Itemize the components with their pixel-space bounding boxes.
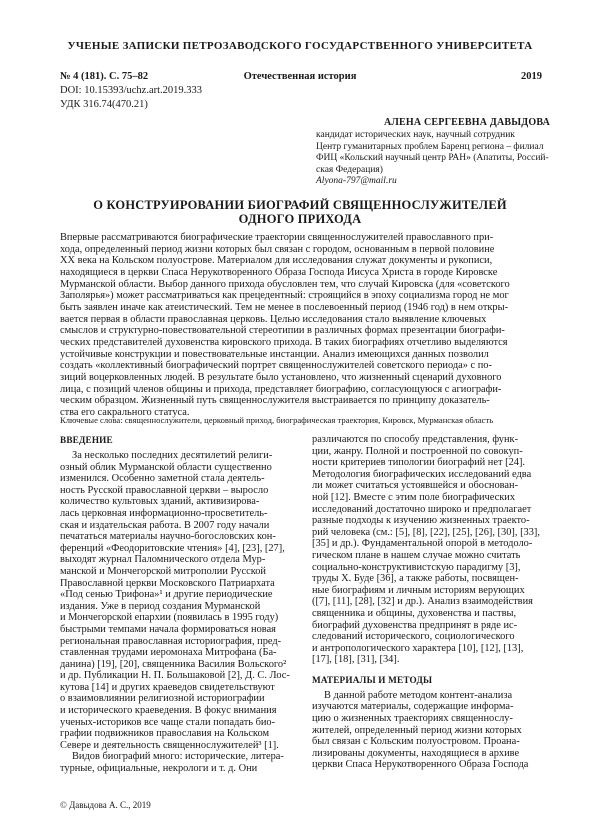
section-name: Отечественная история	[243, 71, 357, 82]
journal-title: УЧЕНЫЕ ЗАПИСКИ ПЕТРОЗАВОДСКОГО ГОСУДАРСТВЕННОГО УНИВЕРСИТЕТА	[67, 40, 533, 52]
article-title	[0, 198, 600, 226]
body-line: социально-конструктивистскую парадигму [3],	[312, 561, 521, 573]
body-line: Православной церкви Московского Патриархата	[60, 577, 275, 589]
body-line: [35] и др.). Фундаментальной опорой в методоло-	[312, 538, 533, 550]
affiliation-line: ФИЦ «Кольский научный центр РАН» (Апатиты, Россий-	[316, 153, 549, 164]
body-line: рий человека (см.: [5], [8], [22], [25], [26], [30], [33],	[312, 526, 540, 538]
body-line: Севере и деятельность священнослужителей³ [1].	[60, 739, 279, 751]
body-line: графии подвижников православия на Кольском	[60, 728, 270, 740]
body-line: и Мончегорской епархии (появилась в 1995 году)	[60, 612, 279, 624]
body-line: следований исторического, социологического	[312, 631, 515, 643]
body-line: издания. Уже в период создания Мурманской	[60, 600, 261, 612]
body-line: ные биографиям и личным историям верующих	[312, 584, 525, 596]
author-affiliation	[316, 130, 550, 188]
body-line: данина) [19], [20], священника Василия Вольского²	[60, 658, 287, 670]
body-line: Видов биографий много: исторические, литера-	[72, 751, 284, 763]
body-line: изучаются материалы, содержащие информа-	[312, 701, 514, 713]
abstract-line: ства его сакрального статуса.	[60, 406, 190, 418]
body-line: ученых-историков все чаще стали попадать био-	[60, 716, 276, 728]
abstract-line: лица, с позиций членов общины и прихода, представляет биографию, согласующуюся с агиографи-	[60, 383, 502, 395]
column-left	[60, 434, 296, 775]
abstract-line: Заполярья») может рассматриваться как прецедентный: строящийся в эпоху социализма город не мог	[60, 290, 509, 302]
abstract-line: создать «коллективный биографический портрет священнослужителей советского периода» с по-	[60, 360, 492, 372]
body-line: [17], [18], [31], [34].	[312, 654, 400, 666]
body-line: разные подходы к изучению жизненных траекто-	[312, 515, 530, 527]
year: 2019	[521, 71, 542, 82]
issue-info: № 4 (181). С. 75–82	[60, 71, 149, 82]
affiliation-line: Центр гуманитарных проблем Баренц региона – филиал	[316, 141, 544, 152]
title-line: ОДНОГО ПРИХОДА	[238, 212, 362, 226]
body-line: цию о жизненных траекториях священнослу-	[312, 713, 513, 725]
copyright: © Давыдова А. С., 2019	[60, 800, 151, 810]
body-line: ская и издательская работа. В 2007 году начали	[60, 519, 270, 531]
abstract-line: находящиеся в церкви Спаса Нерукотворенного Образа Господа Иисуса Христа в городе Кировске	[60, 266, 498, 278]
body-line: озный облик Мурманской области существенно	[60, 461, 272, 473]
udk-code: УДК 316.74(470.21)	[60, 99, 148, 110]
body-line: лась церковная информационно-просветитель-	[60, 507, 268, 519]
affiliation-line: кандидат исторических наук, научный сотрудник	[316, 130, 515, 140]
abstract-line: ческих представителей духовенства кировского прихода. В таких биографиях отчетливо выделяются	[60, 336, 508, 348]
body-line: ности критериев типологии биографий нет [24].	[312, 457, 526, 469]
paragraph-gap	[312, 666, 548, 674]
body-line: ли может считаться устоявшейся и обоснован-	[312, 480, 519, 492]
abstract-line: устойчивые конструкции и повествовательные инстанции. Анализ имеющихся данных позволил	[60, 348, 489, 360]
abstract-line: ческим образцом. Жизненный путь священнослужителя выстраивается по принципу доказатель-	[60, 395, 490, 407]
body-line: о взаимовлиянии религиозной историографии	[60, 693, 265, 705]
body-line: манской и Мончегорской митрополии Русской	[60, 565, 266, 577]
body-line: изменился. Особенно заметной стала деятель-	[60, 473, 265, 485]
body-line: был связан с Кольским полуостровом. Проана-	[312, 736, 520, 748]
body-line: региональная православная историография, пред-	[60, 635, 282, 647]
abstract-line: быть заявлен иначе как атеистический. Тем не менее в послевоенный период (1946 год) в нем откры-	[60, 301, 509, 313]
body-line: и др. Публикации Н. П. Большаковой [2], Д. С. Лос-	[60, 670, 290, 682]
affiliation-line: ская Федерация)	[316, 164, 383, 175]
doi[interactable]: DOI: 10.15393/uchz.art.2019.333	[60, 85, 203, 96]
abstract-line: Впервые рассматриваются биографические траектории священнослужителей православного при-	[60, 232, 494, 243]
body-line: гическом плане в нашем случае можно считать	[312, 549, 521, 561]
body-line: труды Х. Буде [36], а также работы, посвящен-	[312, 573, 519, 585]
abstract-line: XX века на Кольском полуострове. Материалом для исследования служат документы и рукописи,	[60, 255, 493, 267]
body-line: выходят журнал Паломнического отдела Мур-	[60, 554, 266, 566]
abstract-line: вается первая в области православная церковь. Целью исследования стало выявление ключевых	[60, 313, 487, 325]
abstract-line: смыслов и структурно-повествовательной стереотипии в различных формах презентации биографи-	[60, 325, 505, 337]
author-email-link[interactable]: Alyona-797@mail.ru	[316, 176, 397, 187]
abstract	[60, 232, 550, 419]
body-line: «Под сенью Трифона»¹ и другие периодические	[60, 589, 273, 601]
keywords: Ключевые слова: священнослужители, церковный приход, биографическая траектория, Кировск, Мурманская область	[60, 415, 494, 425]
section-heading-introduction: ВВЕДЕНИЕ	[60, 435, 113, 445]
section-heading-materials-methods: МАТЕРИАЛЫ И МЕТОДЫ	[312, 674, 433, 685]
body-line: церкви Спаса Нерукотворенного Образа Господа	[312, 759, 529, 771]
body-line: биографий духовенства предпринят в ряде ис-	[312, 619, 518, 631]
body-line: и исторического краеведения. В фокус внимания	[60, 705, 277, 717]
body-line: жителей, определенный период жизни которых	[312, 724, 522, 736]
body-line: За несколько последних десятилетий религи-	[72, 450, 273, 461]
column-right	[312, 434, 548, 771]
body-line: священника и общины, духовенства и паствы,	[312, 607, 517, 619]
body-line: кутова [14] и других краеведов свидетельствуют	[60, 681, 275, 693]
body-line: быстрыми темпами начала формироваться новая	[60, 623, 276, 635]
body-line: турные, официальные, некрологи и т. д. Они	[60, 763, 258, 775]
body-line: ставленная трудами иеромонаха Митрофана (Ба-	[60, 647, 277, 659]
abstract-line: зиций воцерковленных людей. В результате было установлено, что жизненный сценарий духовного	[60, 371, 502, 383]
abstract-line: хода, определенный период жизни которых был связан с городом, основанным в первой половине	[60, 243, 495, 255]
body-line: Методология биографических исследований едва	[312, 468, 532, 480]
body-line: ([7], [11], [28], [32] и др.). Анализ взаимодействия	[312, 596, 533, 608]
body-line: лизированы документы, находящиеся в архиве	[312, 747, 520, 759]
body-line: ной [12]. Вместе с этим поле биографических	[312, 491, 516, 503]
body-line: различаются по способу представления, функ-	[312, 434, 519, 445]
author-name: АЛЕНА СЕРГЕЕВНА ДАВЫДОВА	[383, 117, 550, 128]
body-line: печататься материалы научно-богословских кон-	[60, 531, 276, 543]
body-line: количество культовых зданий, активизирова-	[60, 496, 260, 508]
body-line: ции, жанру. Полной и построенной по совокуп-	[312, 445, 523, 457]
body-line: и антропологического характера [10], [12], [13],	[312, 642, 524, 654]
body-line: ность Русской православной церкви – выросло	[60, 484, 269, 496]
body-line: В данной работе методом контент-анализа	[324, 689, 513, 701]
title-line: О КОНСТРУИРОВАНИИ БИОГРАФИЙ СВЯЩЕННОСЛУЖИТЕЛЕЙ	[93, 198, 507, 212]
body-line: ференций «Феодоритовские чтения» [4], [23], [27],	[60, 542, 285, 554]
body-line: исследований достаточно широко и предполагает	[312, 503, 532, 515]
abstract-line: Мурманской области. Выбор данного прихода обусловлен тем, что случай Кировска (для «советского	[60, 278, 510, 290]
